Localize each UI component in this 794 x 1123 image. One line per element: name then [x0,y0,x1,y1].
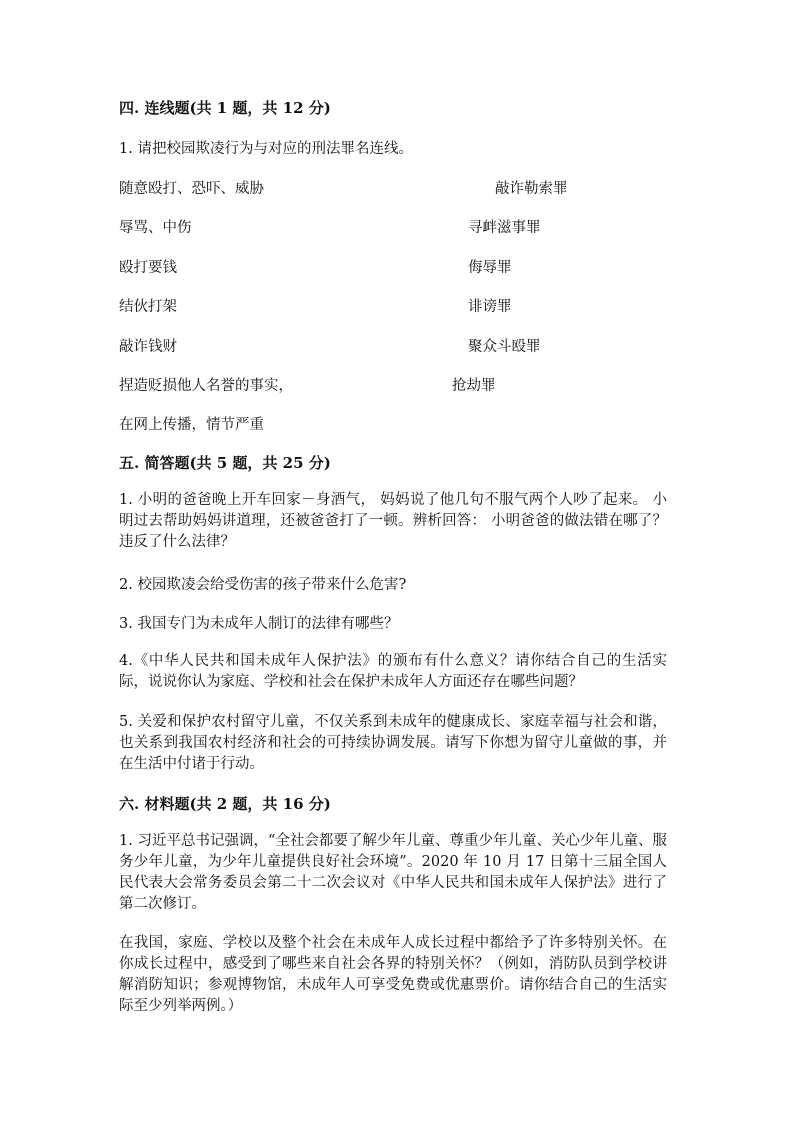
match-left-item-6: 捏造贬损他人名誉的事实， [119,378,293,394]
match-right-item-4: 诽谤罪 [468,299,512,315]
section-5-question-1: 1. 小明的爸爸晚上开车回家－身酒气， 妈妈说了他几句不服气两个人吵了起来。 小明过去帮助妈妈讲道理，还被爸爸打了一顿。辨析回答： 小明爸爸的做法错在哪了？ 违反了什么法律？ [119,492,667,550]
section-5-question-4: 4.《中华人民共和国未成年人保护法》的颁布有什么意义？请你结合自己的生活实际，说说你认为家庭、学校和社会在保护未成年人方面还存在哪些问题？ [119,653,667,690]
section-6-question-1: 1. 习近平总书记强调，“全社会都要了解少年儿童、尊重少年儿童、关心少年儿童、服务少年儿童，为少年儿童提供良好社会环境”。2020 年 10 月 17 日第十三届全国人民代表大会常务委员会第二十二次会议对《中华人民共和国未成年人保护法》进行了第二次修订。 [119,833,667,912]
section-6-question-1-material: 在我国，家庭、学校以及整个社会在未成年人成长过程中都给予了许多特别关怀。在你成长过程中，感受到了哪些来自社会各界的特别关怀？（例如，消防队员到学校讲解消防知识；参观博物馆，未成年人可享受免费或优惠票价。请你结合自己的生活实际至少列举两例。） [119,935,667,1014]
match-right-item-3: 侮辱罪 [468,260,512,276]
section-5-question-2: 2. 校园欺凌会给受伤害的孩子带来什么危害? [119,577,407,593]
section-4-heading: 四. 连线题(共 1 题，共 12 分) [119,99,331,117]
match-left-item-3: 殴打要钱 [119,260,177,276]
match-left-item-5: 敲诈钱财 [119,339,177,355]
section-5-question-3: 3. 我国专门为未成年人制订的法律有哪些？ [119,616,399,632]
match-right-item-6: 抢劫罪 [452,378,496,394]
match-right-item-1: 敲诈勒索罪 [495,181,568,197]
match-right-item-2: 寻衅滋事罪 [468,220,541,236]
section-5-question-5: 5. 关爱和保护农村留守儿童，不仅关系到未成年的健康成长、家庭幸福与社会和谐，也关系到我国农村经济和社会的可持续协调发展。请写下你想为留守儿童做的事，并在生活中付诸于行动。 [119,714,667,772]
match-right-item-5: 聚众斗殴罪 [468,339,541,355]
match-left-item-1: 随意殴打、恐吓、威胁 [119,181,264,197]
section-5-heading: 五. 简答题(共 5 题，共 25 分) [119,454,331,472]
section-6-heading: 六. 材料题(共 2 题，共 16 分) [119,795,331,813]
match-left-item-4: 结伙打架 [119,299,177,315]
match-left-item-2: 辱骂、中伤 [119,220,192,236]
section-4-question-1: 1. 请把校园欺凌行为与对应的刑法罪名连线。 [119,141,413,157]
match-left-item-7: 在网上传播，情节严重 [119,417,264,433]
